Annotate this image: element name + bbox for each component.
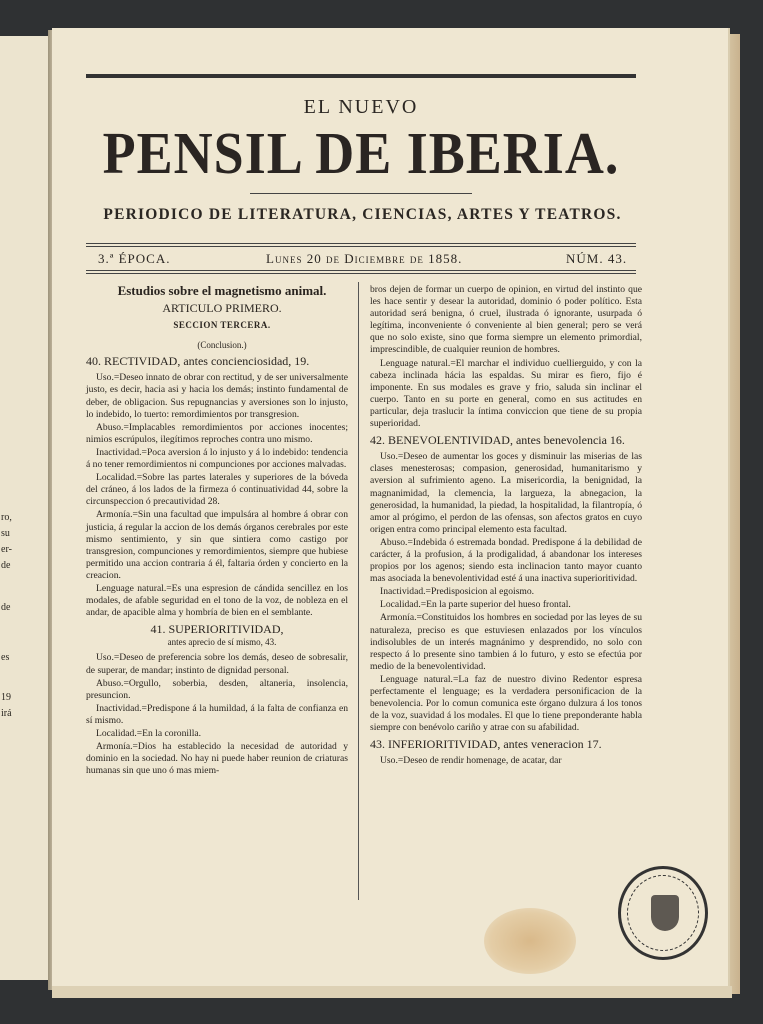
issue-rule-bottom-2 bbox=[86, 273, 636, 274]
left-fragment: su bbox=[1, 528, 10, 539]
section-label: SECCION TERCERA. bbox=[173, 320, 271, 331]
page-bottom-edge bbox=[52, 986, 732, 998]
masthead-title: PENSIL DE IBERIA. bbox=[102, 119, 620, 186]
top-rule bbox=[86, 74, 636, 78]
paragraph: Localidad.=En la coronilla. bbox=[96, 728, 202, 739]
column-divider bbox=[358, 282, 359, 900]
conclusion-label: (Conclusion.) bbox=[197, 340, 247, 351]
issue-number: NÚM. 43. bbox=[566, 251, 628, 266]
issue-epoch: 3.ª ÉPOCA. bbox=[98, 251, 171, 266]
paper-stain bbox=[484, 908, 576, 974]
paragraph: Lenguage natural.=La faz de nuestro divino Redentor espresa perfectamente el lenguage; es la verdadera personificacion de la benevolencia. Por lo comun comunica este órgano dulzura á los tonos de la voz, suavidad á los modales. El que lo tiene preponderante habla siempre con benévolo cariño y atrae con su afabilidad. bbox=[370, 673, 642, 734]
paragraph: Abuso.=Orgullo, soberbia, desden, altaneria, insolencia, presuncion. bbox=[86, 677, 348, 701]
left-page-edge bbox=[0, 36, 50, 980]
paragraph: Inactividad.=Predispone á la humildad, á la falta de confianza en sí mismo. bbox=[86, 702, 348, 726]
heading-41: 41. SUPERIORITIVIDAD, bbox=[150, 622, 284, 637]
paragraph: Lenguage natural.=Es una espresion de cándida sencillez en los modales, de afable seguridad en el tono de la voz, de nobleza en el andar, de apacible alma y hombría de bien en el semblante. bbox=[86, 582, 348, 619]
library-stamp bbox=[618, 866, 708, 960]
left-fragment: es bbox=[1, 652, 10, 663]
paragraph: Inactividad.=Predisposicion al egoismo. bbox=[380, 586, 535, 598]
paragraph: Armonía.=Sin una facultad que impulsára al hombre á obrar con justicia, á regular la accion de los demás órganos cerebrales por este mismo sentimiento, y sin que sintiera como castigo por transgresion, compunciones y remordimientos, siempre que hubiese permitido una accion contraria á él, faltaria órden y concierto en la creacion. bbox=[86, 509, 348, 581]
paragraph: Uso.=Deseo de aumentar los goces y disminuir las miserias de las clases menesterosas; compasion, generosidad, humanitarismo y aversion al sufrimiento ageno. La misericordia, la benignidad, la magnanimidad, la clemencia, la largueza, la abnegacion, la generosidad, la humanidad, la piedad, la hospitalidad, la filantropía, ó amor al prógimo, el perdon de las ofensas, son afectos gratos en cuyo origen entra como principal elemento esta facultad. bbox=[370, 451, 642, 535]
masthead-subtitle: PERIODICO DE LITERATURA, CIENCIAS, ARTES Y TEATROS. bbox=[103, 206, 622, 223]
heading-43: 43. INFERIORITIVIDAD, antes veneracion 17. bbox=[370, 737, 602, 752]
paragraph: Uso.=Deseo innato de obrar con rectitud, y de ser universalmente justo, es decir, hacia asi y hacia los demás; instinto fundamental de deber, de obligacion. Sus repugnancias y aversiones son lo injusto, lo indebido, lo tuerto: remordimientos por transgresion. bbox=[86, 372, 348, 420]
heading-42: 42. BENEVOLENTIVIDAD, antes benevolencia 16. bbox=[370, 433, 625, 448]
left-fragment: irá bbox=[1, 708, 12, 719]
column-2 bbox=[370, 284, 642, 769]
left-fragment: ro, bbox=[1, 512, 12, 523]
subheading-41: antes aprecio de sí mismo, 43. bbox=[167, 637, 277, 648]
column-1 bbox=[86, 284, 348, 778]
paragraph: Uso.=Deseo de preferencia sobre los demás, deseo de sobresalir, de superar, de mandar; instinto de dignidad personal. bbox=[86, 652, 348, 676]
left-fragment: de bbox=[1, 560, 11, 571]
paragraph: Localidad.=Sobre las partes laterales y superiores de la bóveda del cráneo, á los lados de la firmeza ó continuatividad 44, sobre la circunspeccion ó precautividad 28. bbox=[86, 472, 348, 508]
left-fragment: 19 bbox=[1, 692, 11, 703]
paragraph: Uso.=Deseo de rendir homenage, de acatar, dar bbox=[380, 755, 562, 767]
article-part: ARTICULO PRIMERO. bbox=[162, 301, 282, 315]
issue-rule-top-2 bbox=[86, 246, 636, 247]
article-title: Estudios sobre el magnetismo animal. bbox=[117, 283, 327, 298]
issue-rule-top bbox=[86, 243, 636, 244]
masthead-prefix: EL NUEVO bbox=[303, 96, 419, 118]
paragraph: Armonía.=Constituidos los hombres en sociedad por las leyes de su naturaleza, preciso es que estuviesen enlazados por los vínculos indisolubles de un interés magnánimo y desprendido, no solo con respecto á lo presente sino tambien á lo futuro, y esto se efectúa por medio de la benevolentividad. bbox=[370, 612, 642, 672]
paragraph: Inactividad.=Poca aversion á lo injusto y á lo indebido: tendencia á no tener remordimientos ni compunciones por acciones malvadas. bbox=[86, 446, 348, 471]
left-fragment: er- bbox=[1, 544, 12, 555]
paragraph: Lenguage natural.=El marchar el individuo cuellierguido, y con la cabeza inclinada hácia las espaldas. Su mirar es fiero, fijo é imponente. En sus modales es grave y frio, saluda sin inclinar el cuerpo. Tanto en su porte en general, como en sus actitudes en particular, deja traslucir la íntima conviccion que tiene de su propia superioridad. bbox=[370, 357, 642, 430]
stamp-crest-icon bbox=[651, 895, 679, 931]
issue-date: Lunes 20 de Diciembre de 1858. bbox=[266, 251, 463, 266]
title-underline bbox=[250, 193, 472, 194]
paragraph: bros dejen de formar un cuerpo de opinion, en virtud del instinto que les hace sentir y desear la autoridad, dominio ó poder político. Esta autoridad será benigna, ó cruel, ilustrada ó ignorante, usurpada ó legítima, inconveniente ó conveniente al bien general; pero se verá que no solo existe, sino que forma siempre un elemento primordial, imprescindible, de cualquier reunion de hombres. bbox=[370, 284, 642, 356]
paragraph: Localidad.=En la parte superior del hueso frontal. bbox=[380, 599, 571, 611]
issue-rule-bottom bbox=[86, 270, 636, 271]
paragraph: Armonía.=Dios ha establecido la necesidad de autoridad y dominio en la sociedad. No hay ni puede haber reunion de criaturas humanas sin que uno ó mas miem- bbox=[86, 741, 348, 777]
paragraph: Abuso.=Implacables remordimientos por acciones inocentes; nimios escrúpulos, ilegítimos reproches contra uno mismo. bbox=[86, 421, 348, 445]
paragraph: Abuso.=Indebida ó estremada bondad. Predispone á la debilidad de carácter, á la profusion, á la prodigalidad, á abandonar los intereses propios por los agenos; siendo esta inclinacion tanto mayor cuanto mas asociada la benevolentividad esté á una inactiva superioritividad. bbox=[370, 536, 642, 585]
left-fragment: de bbox=[1, 602, 11, 613]
heading-40: 40. RECTIVIDAD, antes concienciosidad, 19. bbox=[86, 354, 310, 369]
